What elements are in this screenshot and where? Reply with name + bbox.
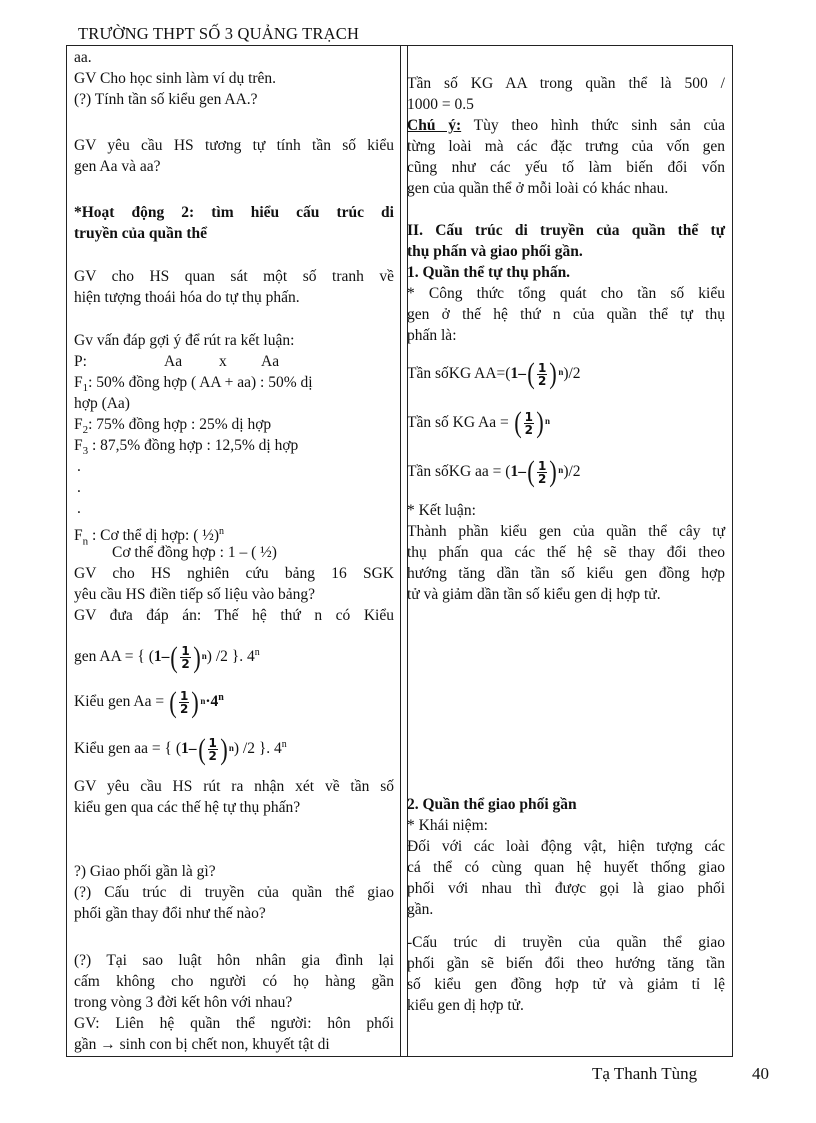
cross-line: P: Aa x Aa <box>74 353 280 370</box>
content-column <box>407 46 725 1056</box>
page-number: 40 <box>752 1064 769 1083</box>
text-line: * Công thức tổng quát cho tần số kiểu <box>407 285 725 302</box>
section-heading: thụ phấn và giao phối gần. <box>407 243 583 260</box>
text-line: số kiểu gen đồng hợp tử và giảm tỉ lệ <box>407 976 725 993</box>
fraction-half: ( $\frac{1}{2}$ ) n <box>513 406 550 440</box>
note-line: Chú ý: Tùy theo hình thức sinh sản của <box>407 117 725 134</box>
text-line: (?) Cấu trúc di truyền của quần thể giao <box>74 884 394 901</box>
text-line: Cơ thể đồng hợp : 1 – ( ½) <box>112 544 277 561</box>
page-header: TRƯỜNG THPT SỐ 3 QUẢNG TRẠCH <box>78 24 360 43</box>
text-line: từng loài mà các đặc trưng của vốn gen <box>407 138 725 155</box>
text-line: phấn là: <box>407 327 457 344</box>
text-line: hiện tượng thoái hóa do tự thụ phấn. <box>74 289 300 306</box>
arrow-right-icon: → <box>100 1036 116 1053</box>
formula-freq-aa: Tần sốKG aa = (1– ( $\frac{1}{2}$ ) n )/2 <box>407 453 725 491</box>
text-line: 1000 = 0.5 <box>407 96 474 113</box>
text-line: phối với nhau thì được gọi là giao phối <box>407 880 725 897</box>
text-line: Đối với các loài động vật, hiện tượng các <box>407 838 725 855</box>
text-line: trong vòng 3 đời kết hôn với nhau? <box>74 994 293 1011</box>
text-line: GV yêu cầu HS rút ra nhận xét về tần số <box>74 778 394 795</box>
fraction-half: ( $\frac{1}{2}$ ) n <box>169 685 206 719</box>
text-line: aa. <box>74 49 92 66</box>
text-line: gen ở thế hệ thứ n của quần thể tự thụ <box>407 306 725 323</box>
activity-heading: truyền của quần thể <box>74 225 208 242</box>
text-line: gen của quần thể ở mỗi loài có khác nhau. <box>407 180 669 197</box>
text-line: cá thể có cùng quan hệ huyết thống giao <box>407 859 725 876</box>
text-line: phối gần thay đổi như thế nào? <box>74 905 266 922</box>
ellipsis-dot: . <box>77 479 81 496</box>
text-line: cũng như các yếu tố làm biến đổi vốn <box>407 159 725 176</box>
formula-Aa-generation: Kiểu gen Aa = ( $\frac{1}{2}$ ) n $\cdot 4^n$ <box>74 679 394 722</box>
text-line: ?) Giao phối gần là gì? <box>74 863 216 880</box>
text-line: Tần số KG AA trong quần thể là 500 / <box>407 75 725 92</box>
lesson-table <box>66 45 733 1057</box>
text-line: * Kết luận: <box>407 502 476 519</box>
text-line: Gv vấn đáp gợi ý để rút ra kết luận: <box>74 332 295 349</box>
text-line: tử và giảm dần tần số kiểu gen dị hợp tử. <box>407 586 661 603</box>
generation-f2: $F_2$: 75% đồng hợp : 25% dị hợp <box>74 416 272 437</box>
subsection-heading: 2. Quần thể giao phối gần <box>407 796 577 813</box>
formula-freq-AA: Tần sốKG AA=(1– ( $\frac{1}{2}$ ) n )/2 <box>407 355 725 393</box>
text-line: -Cấu trúc di truyền của quần thể giao <box>407 934 725 951</box>
text-line: kiểu gen dị hợp tử. <box>407 997 524 1014</box>
fraction-half: ( $\frac{1}{2}$ ) n <box>197 732 234 766</box>
text-line: gần. <box>407 901 434 918</box>
generation-fn: $F_n$ : Cơ thể dị hợp: ( ½)$^n$ <box>74 526 225 548</box>
activity-heading: *Hoạt động 2: tìm hiểu cấu trúc di <box>74 204 394 221</box>
fraction-half: ( $\frac{1}{2}$ ) n <box>170 640 207 674</box>
text-line: (?) Tính tần số kiểu gen AA.? <box>74 91 258 108</box>
generation-f1: $F_1$: 50% đồng hợp ( AA + aa) : 50% dị <box>74 374 313 395</box>
text-line: Thành phần kiểu gen của quần thể cây tự <box>407 523 725 540</box>
text-line: GV Cho học sinh làm ví dụ trên. <box>74 70 277 87</box>
fraction-half: ( $\frac{1}{2}$ ) n <box>527 455 564 489</box>
text-line: hợp (Aa) <box>74 395 130 412</box>
text-line: thụ phấn qua các thế hệ sẽ thay đổi theo <box>407 544 725 561</box>
teacher-activities-column <box>74 46 394 1056</box>
text-line: phối gần sẽ biến đổi theo hướng tăng tần <box>407 955 725 972</box>
formula-aa-generation: gen AA = { (1– ( $\frac{1}{2}$ ) n ) /2 }. 4$^n$ <box>74 634 394 677</box>
text-line: * Khái niệm: <box>407 817 488 834</box>
text-line: gen Aa và aa? <box>74 158 161 175</box>
generation-f3: $F_3$ : 87,5% đồng hợp : 12,5% dị hợp <box>74 437 299 458</box>
text-line: yêu cầu HS điền tiếp số liệu vào bảng? <box>74 586 316 603</box>
text-line: GV yêu cầu HS tương tự tính tần số kiểu <box>74 137 394 154</box>
footer-author: Tạ Thanh Tùng <box>592 1064 698 1083</box>
text-line: gần → sinh con bị chết non, khuyết tật di <box>74 1036 330 1053</box>
text-line: GV: Liên hệ quần thể người: hôn phối <box>74 1015 394 1032</box>
text-line: cấm không cho người có họ hàng gần <box>74 973 394 990</box>
subsection-heading: 1. Quần thể tự thụ phấn. <box>407 264 571 281</box>
text-line: hướng tăng dần tần số kiểu gen đồng hợp <box>407 565 725 582</box>
ellipsis-dot: . <box>77 458 81 475</box>
formula-aa-recessive: Kiểu gen aa = { (1– ( $\frac{1}{2}$ ) n ) /2 }. 4$^n$ <box>74 726 394 769</box>
text-line: GV cho HS quan sát một số tranh về <box>74 268 394 285</box>
section-heading: II. Cấu trúc di truyền của quần thể tự <box>407 222 725 239</box>
fraction-half: ( $\frac{1}{2}$ ) n <box>527 357 564 391</box>
text-line: (?) Tại sao luật hôn nhân gia đình lại <box>74 952 394 969</box>
ellipsis-dot: . <box>77 500 81 517</box>
text-line: kiểu gen qua các thế hệ tự thụ phấn? <box>74 799 301 816</box>
formula-freq-Aa: Tần số KG Aa = ( $\frac{1}{2}$ ) n <box>407 404 725 442</box>
text-line: GV đưa đáp án: Thế hệ thứ n có Kiểu <box>74 607 394 624</box>
text-line: GV cho HS nghiên cứu bảng 16 SGK <box>74 565 394 582</box>
